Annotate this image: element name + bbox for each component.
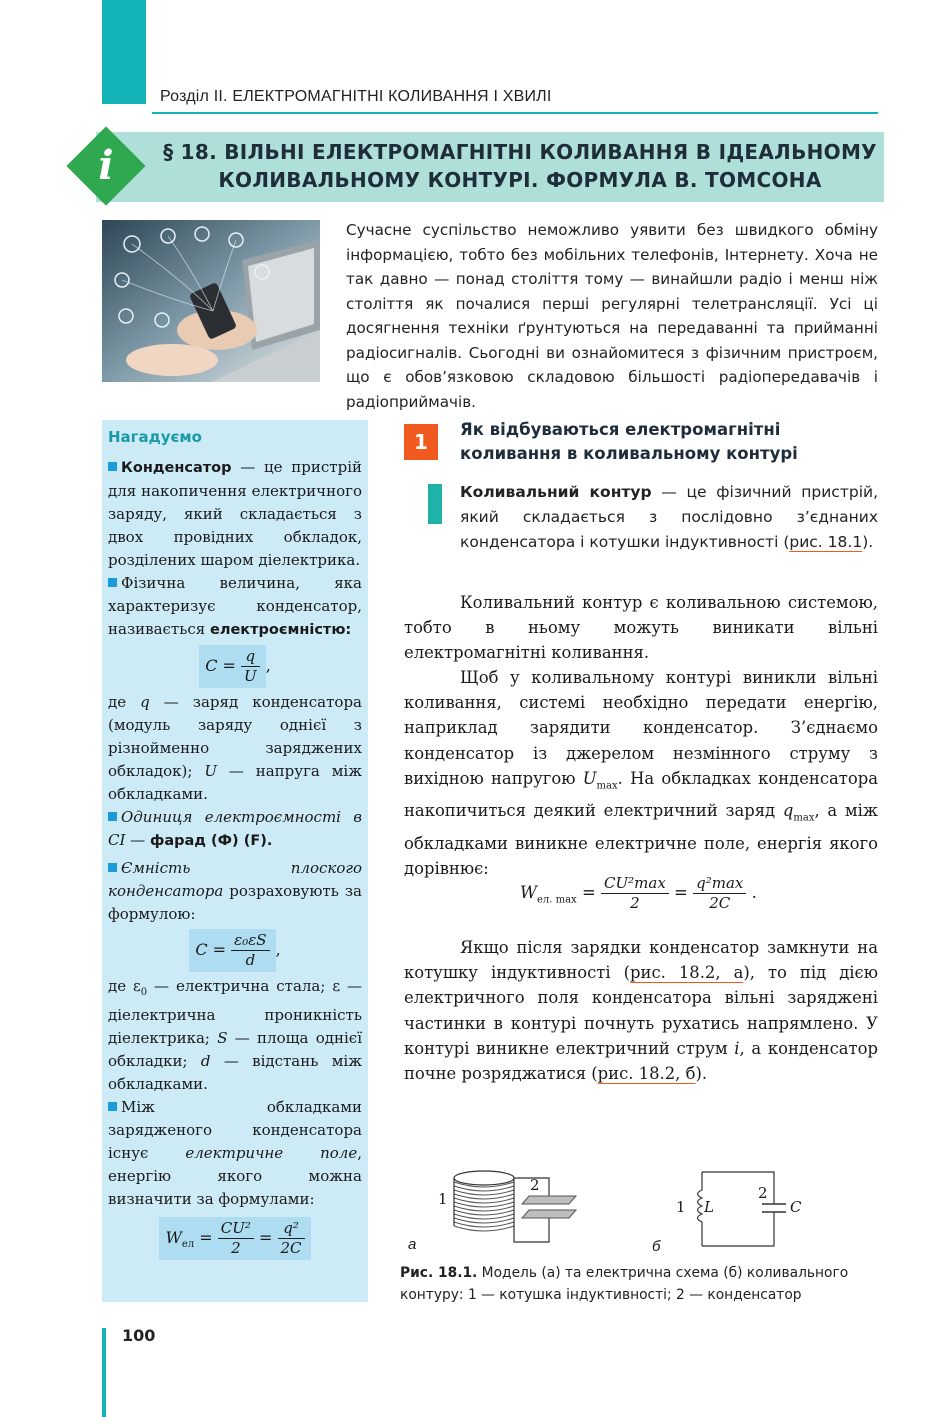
capacitance-label: C [790,1198,802,1216]
paragraph-charging: Щоб у коливальному контурі виникли вільні коливання, системі необхідно передати енергію, наприклад зарядити конденсатор. З’єднаємо конденсатор із джерелом незмінного струму з вихідною напругою $U_{max}$. На обкладках конденсатора накопичиться деякий електричний заряд $q_{max}$, а між обкладками виникне електричне поле, енергія якого дорівнює: [404,668,878,878]
header-rule [152,112,878,114]
bullet-square-icon [108,863,117,872]
sidebar-capacitance-definition: Фізична величина, яка характеризує конденсатор, називається електроємністю: [108,574,362,638]
coil-number: 1 [438,1190,448,1208]
sidebar-unit: Одиниця електроємності в СІ — фарад (Ф) (F). [108,808,362,849]
figure-18-1 [404,1160,882,1260]
section-title-line1: § 18. ВІЛЬНІ ЕЛЕКТРОМАГНІТНІ КОЛИВАННЯ В ІДЕАЛЬНОМУ [163,140,877,164]
figure-link-18-2a[interactable]: рис. 18.2, а [630,963,744,983]
coil-model [454,1171,576,1242]
laptop-phone-illustration [102,220,320,382]
schematic-coil-number: 1 [676,1198,686,1216]
subsection-title: Як відбуваються електромагнітні коливання в коливальному контурі [460,420,798,463]
definition-marker [428,484,442,524]
sidebar-charge-explanation: де q — заряд конденсатора (модуль заряду однієї з різнойменно заряджених обкладок); U — напруга між обкладками. [108,693,362,803]
section-title [150,138,890,194]
bullet-square-icon [108,462,117,471]
inductance-label: L [704,1198,714,1216]
reminder-sidebar [102,420,368,1302]
figure-label-a: а [408,1236,417,1253]
sidebar-constants-explanation: де $\varepsilon_0$ — електрична стала; ε — діелектрична проникність діелектрика; S — площа однієї обкладки; d — відстань між обкладками. [108,977,363,1093]
bullet-square-icon [108,812,117,821]
section-number-badge: 1 [404,424,438,460]
max-energy-formula: $W_{ел. max}$ = $\frac{\text{CU²max}}{2}$ = $\frac{\text{q²max}}{2C}$ . [520,874,757,912]
oscillating-circuit-definition: Коливальний контур — це фізичний пристрій, який складається з послідовно з’єднаних конденсатора і котушки індуктивності (рис. 18.1). [460,483,878,551]
intro-paragraph: Сучасне суспільство неможливо уявити без швидкого обміну інформацією, тобто без мобільних телефонів, Інтернету. Хоча не так давно — понад століття тому — винайшли радіо і менш ніж століття як почалися перші регулярні телетрансляції. Усі ці досягнення техніки ґрунтуються на передаванні та прийманні радіосигналів. Сьогодні ви ознайомитеся з фізичним пристроєм, що є обов’язковою складовою більшості радіопередавачів і радіоприймачів. [346,221,878,411]
sidebar-plate-capacitor: Ємність плоского конденсатора розраховують за формулою: [108,859,362,923]
intro-photo [102,220,320,382]
figure-link-18-1[interactable]: рис. 18.1 [789,533,863,551]
capacitor-number: 2 [530,1176,540,1194]
chapter-header: Розділ ІІ. ЕЛЕКТРОМАГНІТНІ КОЛИВАННЯ І ХВИЛІ [160,88,552,105]
capacitance-formula: C = $\frac{q}{U}$ , [108,645,362,688]
paragraph-oscillating-system: Коливальний контур є коливальною системою, тобто в ньому можуть виникати вільні електромагнітні коливання. [404,593,878,663]
oscillating-circuit-figure [404,1160,882,1260]
sidebar-capacitor-definition: Конденсатор — це пристрій для накопичення електричного заряду, який складається з двох провідних обкладок, розділених шаром діелектрика. [108,458,362,569]
bullet-square-icon [108,1102,117,1111]
info-icon-letter: i [98,142,114,189]
page-number: 100 [122,1326,156,1345]
bullet-square-icon [108,578,117,587]
footer-bar [102,1328,106,1417]
figure-caption: Рис. 18.1. Модель (а) та електрична схема (б) коливального контуру: 1 — котушка індуктивності; 2 — конденсатор [400,1265,849,1303]
paragraph-discharge: Якщо після зарядки конденсатор замкнути на котушку індуктивності (рис. 18.2, а), то під дією електричного поля конденсатора вільні заряджені частинки в контурі почнуть рухатись напрямлено. У контурі виникне електричний струм i, а конденсатор почне розряджатися (рис. 18.2, б). [404,938,878,1084]
figure-link-18-2b[interactable]: рис. 18.2, б [597,1064,696,1084]
sidebar-field-energy: Між обкладками зарядженого конденсатора існує електричне поле, енергію якого можна визначити за формулами: [108,1098,362,1208]
schematic-capacitor-number: 2 [758,1184,768,1202]
field-energy-formula: $W_{ел}$ = $\frac{\text{CU²}}{2}$ = $\frac{\text{q²}}{2C}$ [108,1217,362,1260]
sidebar-heading: Нагадуємо [108,428,202,446]
chapter-tab [102,0,146,104]
figure-label-b: б [652,1238,661,1255]
plate-capacitor-formula: C = $\frac{\text{ε₀εS}}{d}$ , [108,929,362,972]
section-title-line2: КОЛИВАЛЬНОМУ КОНТУРІ. ФОРМУЛА В. ТОМСОНА [218,168,822,192]
